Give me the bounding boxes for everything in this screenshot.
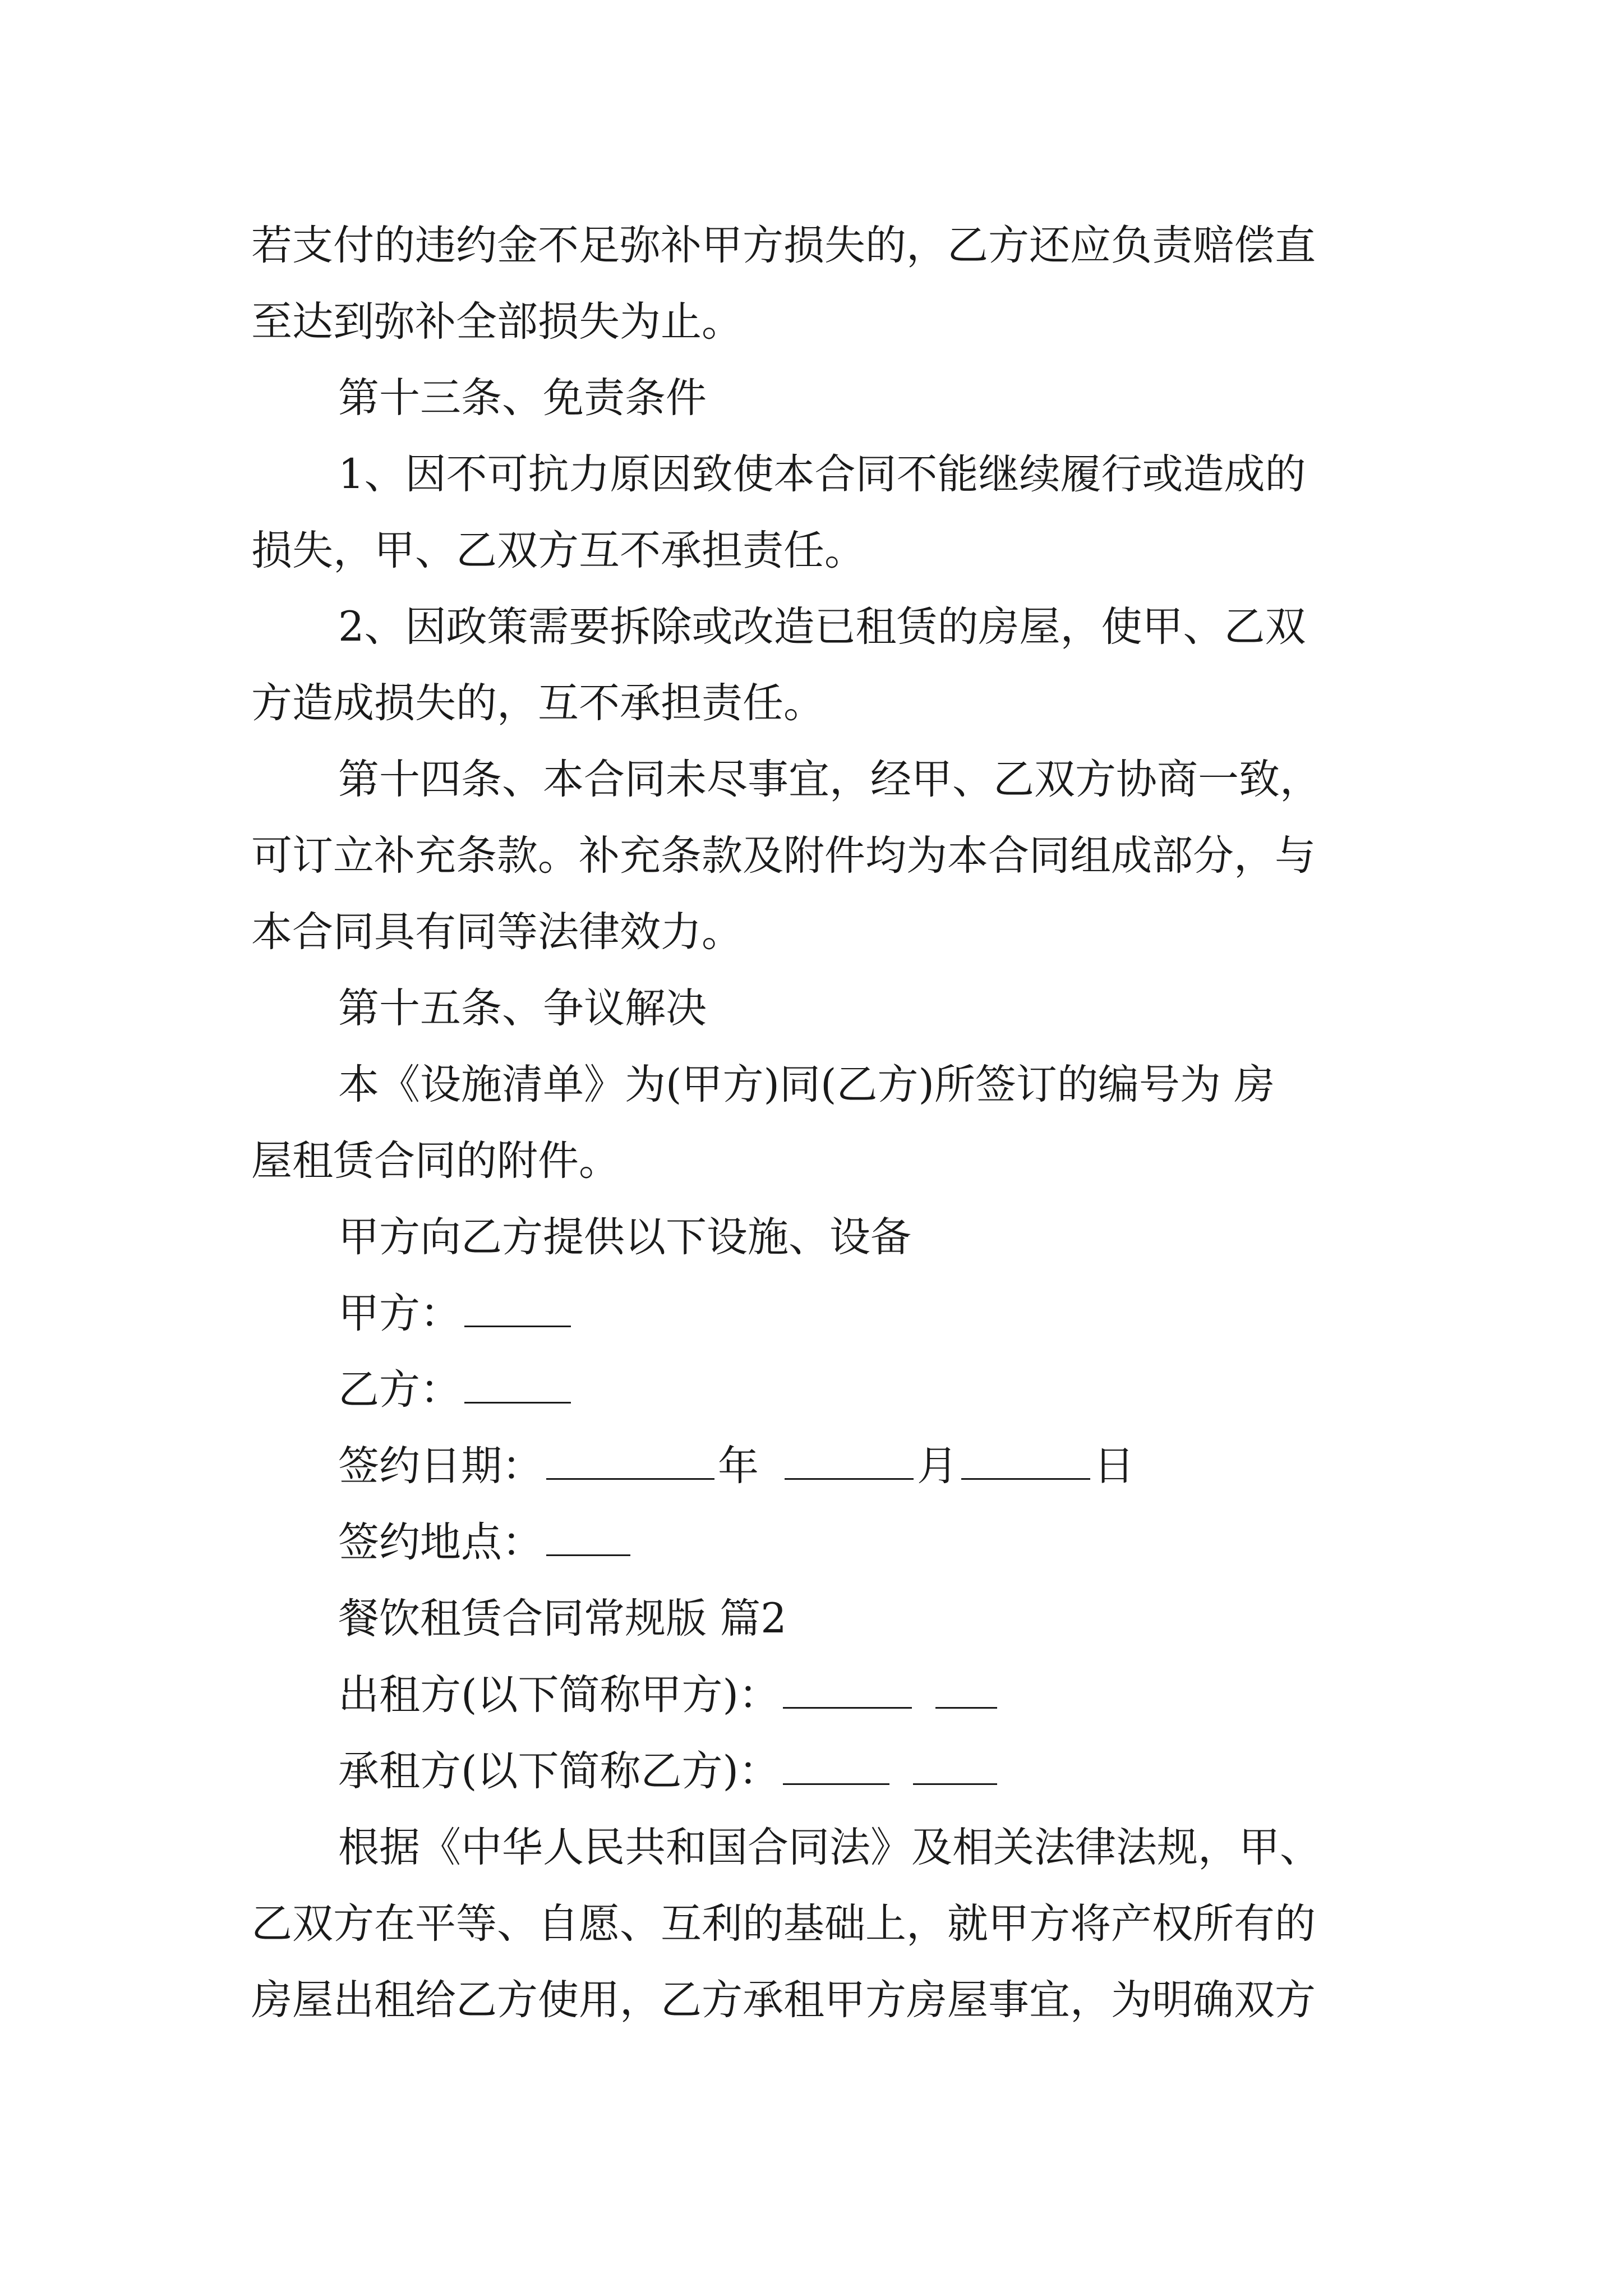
party-a-blank: [464, 1290, 571, 1327]
sign-date-label: 签约日期：: [338, 1442, 543, 1490]
year-blank: [546, 1442, 714, 1480]
paragraph-line: 根据《中华人民共和国合同法》及相关法律法规，甲、: [338, 1824, 1321, 1871]
sign-place-line: [251, 1504, 1390, 1581]
lessee-line: [251, 1733, 1390, 1810]
paragraph-line: 可订立补充条款。补充条款及附件均为本合同组成部分，与: [251, 832, 1316, 880]
sign-place-label: 签约地点：: [338, 1519, 543, 1566]
lessee-label: 承租方(以下简称乙方)：: [338, 1747, 780, 1795]
paragraph-line: 甲方向乙方提供以下设施、设备: [338, 1213, 911, 1261]
party-a-label: 甲方：: [338, 1290, 461, 1337]
article-15-heading: 第十五条、争议解决: [338, 984, 707, 1032]
paragraph-line: 第十四条、本合同未尽事宜，经甲、乙双方协商一致，: [338, 756, 1321, 803]
paragraph-line: 至达到弥补全部损失为止。: [251, 298, 743, 346]
sign-place-blank: [546, 1519, 630, 1556]
month-blank: [785, 1442, 914, 1480]
paragraph-line: 2、因政策需要拆除或改造已租赁的房屋，使甲、乙双: [338, 603, 1306, 651]
document-body: [251, 208, 1390, 2039]
month-label: 月: [917, 1442, 958, 1490]
paragraph-line: 若支付的违约金不足弥补甲方损失的，乙方还应负责赔偿直: [251, 222, 1316, 269]
paragraph-line: 房屋出租给乙方使用，乙方承租甲方房屋事宜，为明确双方: [251, 1976, 1316, 2024]
lessor-line: [251, 1657, 1390, 1733]
paragraph-line: 本合同具有同等法律效力。: [251, 908, 743, 956]
lessor-blank-1: [783, 1671, 912, 1709]
party-b-line: [251, 1352, 1390, 1428]
party-b-blank: [464, 1366, 571, 1404]
paragraph-line: 1、因不可抗力原因致使本合同不能继续履行或造成的: [338, 450, 1306, 498]
lessee-blank-2: [913, 1747, 997, 1785]
lessee-blank-1: [783, 1747, 889, 1785]
day-blank: [961, 1442, 1090, 1480]
lessor-label: 出租方(以下简称甲方)：: [338, 1671, 780, 1719]
lessor-blank-2: [935, 1671, 997, 1709]
paragraph-line: 本《设施清单》为(甲方)同(乙方)所签订的编号为 房: [338, 1061, 1275, 1108]
article-13-heading: 第十三条、免责条件: [338, 374, 707, 422]
sign-date-line: [251, 1428, 1390, 1504]
paragraph-line: 损失，甲、乙双方互不承担责任。: [251, 527, 865, 574]
paragraph-line: 乙双方在平等、自愿、互利的基础上，就甲方将产权所有的: [251, 1900, 1316, 1948]
paragraph-line: 方造成损失的，互不承担责任。: [251, 679, 824, 727]
day-label: 日: [1094, 1442, 1135, 1490]
section-2-title: 餐饮租赁合同常规版 篇2: [338, 1595, 787, 1642]
paragraph-line: 屋租赁合同的附件。: [251, 1137, 620, 1185]
year-label: 年: [718, 1442, 759, 1490]
party-a-line: [251, 1276, 1390, 1352]
party-b-label: 乙方：: [338, 1366, 461, 1414]
